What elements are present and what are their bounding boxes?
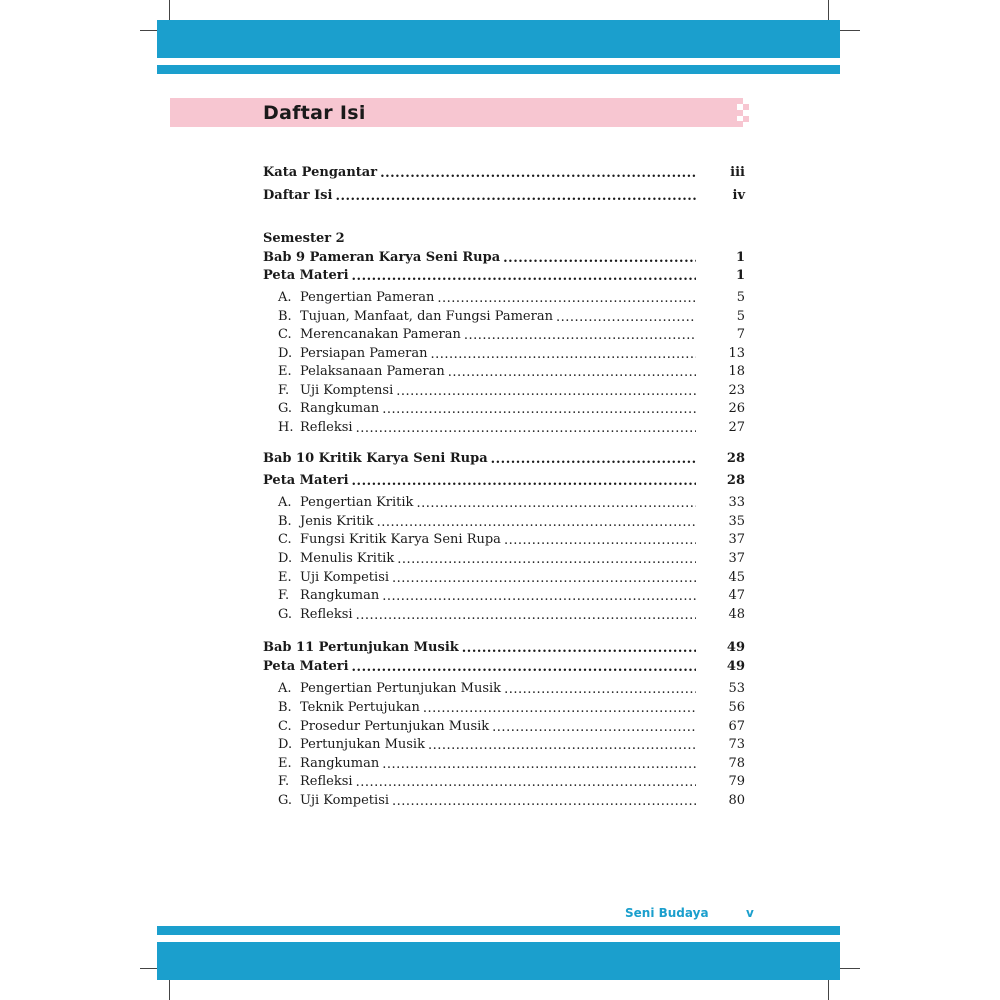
section-title: Teknik Pertujukan <box>300 700 420 715</box>
section-letter: E. <box>278 364 292 379</box>
section-label <box>278 308 553 326</box>
section-letter: C. <box>278 327 292 342</box>
section-title: Refleksi <box>300 420 353 435</box>
section-page: 26 <box>728 401 745 416</box>
section-page: 53 <box>728 681 745 696</box>
section-page: 80 <box>728 793 745 808</box>
section-title: Pertunjukan Musik <box>300 737 425 752</box>
section-title: Refleksi <box>300 607 353 622</box>
section-page: 18 <box>728 364 745 379</box>
toc-section[interactable] <box>263 755 745 773</box>
header-stripe <box>157 65 840 74</box>
section-page: 23 <box>728 383 745 398</box>
section-label <box>278 755 379 773</box>
chapter-title: Bab 11 Pertunjukan Musik <box>263 640 459 655</box>
toc-section[interactable] <box>263 550 745 568</box>
crop-mark <box>169 0 170 20</box>
section-title: Pengertian Pertunjukan Musik <box>300 681 502 696</box>
toc-section[interactable] <box>263 326 745 344</box>
footer-stripe <box>157 926 840 935</box>
section-letter: D. <box>278 551 293 566</box>
leader-dots <box>352 473 696 487</box>
toc-entry-label: Peta Materi <box>263 659 349 674</box>
section-label <box>278 289 434 307</box>
section-title: Uji Kompetisi <box>300 570 390 585</box>
section-title: Pelaksanaan Pameran <box>300 364 445 379</box>
section-page: 79 <box>728 774 745 789</box>
section-label <box>278 680 501 698</box>
leader-dots <box>492 719 696 733</box>
section-label <box>278 345 428 363</box>
section-page: 47 <box>728 588 745 603</box>
section-letter: B. <box>278 309 292 324</box>
toc-section[interactable] <box>263 699 745 717</box>
toc-entry-page: 49 <box>726 659 745 674</box>
section-page: 5 <box>736 309 745 324</box>
section-page: 45 <box>728 570 745 585</box>
section-title: Menulis Kritik <box>300 551 395 566</box>
chapter-page: 1 <box>735 250 745 265</box>
toc-section[interactable] <box>263 345 745 363</box>
section-label <box>278 736 425 754</box>
section-label <box>278 326 461 344</box>
toc-section[interactable] <box>263 531 745 549</box>
toc-entry-peta-materi[interactable] <box>263 472 745 490</box>
section-page: 13 <box>728 346 745 361</box>
section-label <box>278 382 393 400</box>
chapter-page: 28 <box>726 451 745 466</box>
section-letter: A. <box>278 495 292 510</box>
section-page: 7 <box>736 327 745 342</box>
leader-dots <box>352 659 696 673</box>
section-letter: G. <box>278 793 293 808</box>
section-label <box>278 718 489 736</box>
toc-section[interactable] <box>263 606 745 624</box>
toc-entry-label: Daftar Isi <box>263 188 333 203</box>
leader-dots <box>503 250 696 264</box>
leader-dots <box>377 514 696 528</box>
crop-mark <box>828 0 829 20</box>
leader-dots <box>491 451 696 465</box>
leader-dots <box>382 756 696 770</box>
section-page: 73 <box>728 737 745 752</box>
crop-mark <box>169 980 170 1000</box>
section-label <box>278 363 445 381</box>
section-title: Prosedur Pertunjukan Musik <box>300 719 490 734</box>
toc-chapter-bab-9[interactable] <box>263 249 745 267</box>
section-label <box>278 419 353 437</box>
toc-section[interactable] <box>263 382 745 400</box>
section-letter: E. <box>278 570 292 585</box>
leader-dots <box>504 681 696 695</box>
section-title: Uji Kompetisi <box>300 793 390 808</box>
section-title: Refleksi <box>300 774 353 789</box>
section-letter: C. <box>278 719 292 734</box>
leader-dots <box>382 401 696 415</box>
title-band-pixel <box>737 121 743 127</box>
section-title: Pengertian Pameran <box>300 290 435 305</box>
leader-dots <box>335 188 696 202</box>
section-page: 56 <box>728 700 745 715</box>
title-band-pixel <box>743 116 749 122</box>
footer-page-number: v <box>746 906 754 920</box>
section-page: 67 <box>728 719 745 734</box>
section-title: Merencanakan Pameran <box>300 327 461 342</box>
leader-dots <box>382 588 696 602</box>
leader-dots <box>462 640 696 654</box>
chapter-title: Bab 10 Kritik Karya Seni Rupa <box>263 451 488 466</box>
section-letter: C. <box>278 532 292 547</box>
section-title: Persiapan Pameran <box>300 346 428 361</box>
toc-section[interactable] <box>263 308 745 326</box>
footer-book-title: Seni Budaya <box>625 906 709 920</box>
section-letter: D. <box>278 737 293 752</box>
leader-dots <box>556 309 696 323</box>
section-label <box>278 606 353 624</box>
toc-chapter-bab-10[interactable] <box>263 450 745 468</box>
leader-dots <box>392 570 696 584</box>
section-title: Tujuan, Manfaat, dan Fungsi Pameran <box>300 309 553 324</box>
section-page: 37 <box>728 551 745 566</box>
leader-dots <box>504 532 696 546</box>
leader-dots <box>428 737 696 751</box>
chapter-title: Bab 9 Pameran Karya Seni Rupa <box>263 250 501 265</box>
toc-entry-label: Peta Materi <box>263 473 349 488</box>
section-title: Pengertian Kritik <box>300 495 414 510</box>
toc-section[interactable] <box>263 419 745 437</box>
section-letter: G. <box>278 401 293 416</box>
section-label <box>278 494 413 512</box>
section-page: 37 <box>728 532 745 547</box>
crop-mark <box>828 980 829 1000</box>
leader-dots <box>356 607 696 621</box>
toc-section[interactable] <box>263 494 745 512</box>
section-letter: F. <box>278 774 290 789</box>
section-label <box>278 513 374 531</box>
toc-section[interactable] <box>263 587 745 605</box>
section-letter: H. <box>278 420 294 435</box>
leader-dots <box>397 551 696 565</box>
toc-entry-peta-materi[interactable] <box>263 658 745 676</box>
leader-dots <box>423 700 696 714</box>
toc-section[interactable] <box>263 289 745 307</box>
leader-dots <box>380 165 696 179</box>
section-letter: F. <box>278 383 290 398</box>
section-page: 35 <box>728 514 745 529</box>
header-band <box>157 20 840 58</box>
toc-section[interactable] <box>263 513 745 531</box>
toc-entry-page: 1 <box>735 268 745 283</box>
toc-entry-kata-pengantar[interactable] <box>263 164 745 182</box>
section-title: Uji Komptensi <box>300 383 394 398</box>
leader-dots <box>356 774 696 788</box>
section-title: Rangkuman <box>300 588 380 603</box>
leader-dots <box>431 346 697 360</box>
chapter-page: 49 <box>726 640 745 655</box>
section-label <box>278 550 394 568</box>
toc-section[interactable] <box>263 792 745 810</box>
section-label <box>278 699 420 717</box>
toc-entry-page: 28 <box>726 473 745 488</box>
section-page: 27 <box>728 420 745 435</box>
section-label <box>278 531 501 549</box>
title-band <box>170 98 737 127</box>
section-label <box>278 792 389 810</box>
toc-section[interactable] <box>263 773 745 791</box>
section-title: Fungsi Kritik Karya Seni Rupa <box>300 532 501 547</box>
section-letter: B. <box>278 700 292 715</box>
toc-section[interactable] <box>263 680 745 698</box>
toc-section[interactable] <box>263 363 745 381</box>
leader-dots <box>396 383 696 397</box>
leader-dots <box>464 327 696 341</box>
footer-band <box>157 942 840 980</box>
toc-section[interactable] <box>263 718 745 736</box>
toc-entry-label: Peta Materi <box>263 268 349 283</box>
section-page: 5 <box>736 290 745 305</box>
toc-section[interactable] <box>263 736 745 754</box>
section-letter: G. <box>278 607 293 622</box>
section-page: 78 <box>728 756 745 771</box>
toc-section[interactable] <box>263 569 745 587</box>
section-title: Rangkuman <box>300 756 380 771</box>
section-label <box>278 773 353 791</box>
section-letter: D. <box>278 346 293 361</box>
page-title: Daftar Isi <box>263 102 366 124</box>
section-label <box>278 587 379 605</box>
toc-section[interactable] <box>263 400 745 418</box>
semester-label: Semester 2 <box>263 231 345 246</box>
section-title: Rangkuman <box>300 401 380 416</box>
leader-dots <box>356 420 696 434</box>
toc-chapter-bab-11[interactable] <box>263 639 745 657</box>
leader-dots <box>352 268 696 282</box>
section-title: Jenis Kritik <box>300 514 374 529</box>
section-letter: A. <box>278 290 292 305</box>
title-band-pixel <box>743 104 749 110</box>
section-letter: E. <box>278 756 292 771</box>
leader-dots <box>392 793 696 807</box>
toc-entry-page: iv <box>732 188 745 203</box>
section-label <box>278 400 379 418</box>
crop-mark <box>840 968 860 969</box>
toc-entry-peta-materi[interactable] <box>263 267 745 285</box>
section-page: 48 <box>728 607 745 622</box>
toc-entry-page: iii <box>730 165 745 180</box>
leader-dots <box>448 364 696 378</box>
section-letter: F. <box>278 588 290 603</box>
section-label <box>278 569 389 587</box>
section-letter: A. <box>278 681 292 696</box>
section-letter: B. <box>278 514 292 529</box>
section-page: 33 <box>728 495 745 510</box>
leader-dots <box>437 290 696 304</box>
semester-heading <box>263 230 745 248</box>
crop-mark <box>840 30 860 31</box>
toc-entry-label: Kata Pengantar <box>263 165 378 180</box>
toc-entry-daftar-isi[interactable] <box>263 187 745 205</box>
leader-dots <box>416 495 696 509</box>
